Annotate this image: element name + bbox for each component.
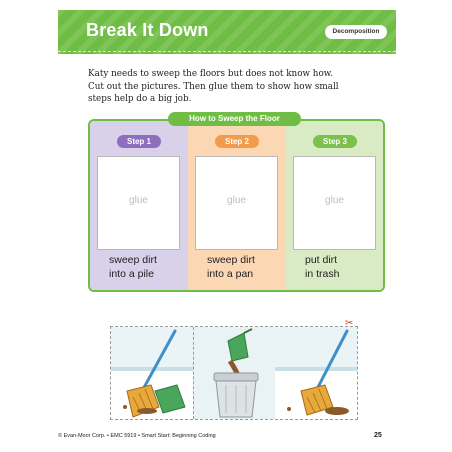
cutout-picture-3[interactable] [275,327,357,419]
glue-label: glue [129,195,148,206]
step-caption [305,253,383,281]
instruction-line: Cut out the pictures. Then glue them to show how small [88,81,339,92]
step-caption [109,253,187,281]
page-title: Break It Down [86,20,209,40]
step-column-2 [188,121,286,290]
instruction-line: Katy needs to sweep the floors but does not know how. [88,69,334,79]
panel-title: How to Sweep the Floor [168,112,301,126]
glue-label: glue [227,195,246,206]
topic-badge: Decomposition [325,25,387,39]
step-label: Step 3 [313,135,357,148]
step-column-1 [90,121,188,290]
step-label: Step 1 [117,135,161,148]
caption-line: into a pan [207,268,254,280]
cutout-picture-2[interactable] [193,327,277,419]
caption-line: sweep dirt [109,254,157,266]
step-label: Step 2 [215,135,259,148]
cutout-strip [110,326,358,420]
page-number: 25 [374,432,382,439]
caption-line: into a pile [109,268,154,280]
caption-line: put dirt [305,254,338,266]
glue-box[interactable] [97,156,180,250]
glue-box[interactable] [293,156,376,250]
sequence-panel [88,119,385,292]
instruction-line: steps help do a big job. [88,94,192,104]
glue-box[interactable] [195,156,278,250]
caption-line: sweep dirt [207,254,255,266]
step-caption [207,253,285,281]
broom-sweeping-pile-icon [275,327,357,419]
instructions [88,68,378,106]
cutout-picture-1[interactable] [111,327,193,419]
step-column-3 [286,121,383,290]
caption-line: in trash [305,268,340,280]
trash-can-with-dustpan-icon [194,327,276,419]
scissors-icon: ✂ [345,318,354,329]
footer-credit: © Evan-Moor Corp. • EMC 5919 • Smart Start: Beginning Coding [58,433,216,439]
broom-sweeping-into-dustpan-icon [111,327,193,419]
banner-stitch-line [58,51,396,55]
glue-label: glue [325,195,344,206]
